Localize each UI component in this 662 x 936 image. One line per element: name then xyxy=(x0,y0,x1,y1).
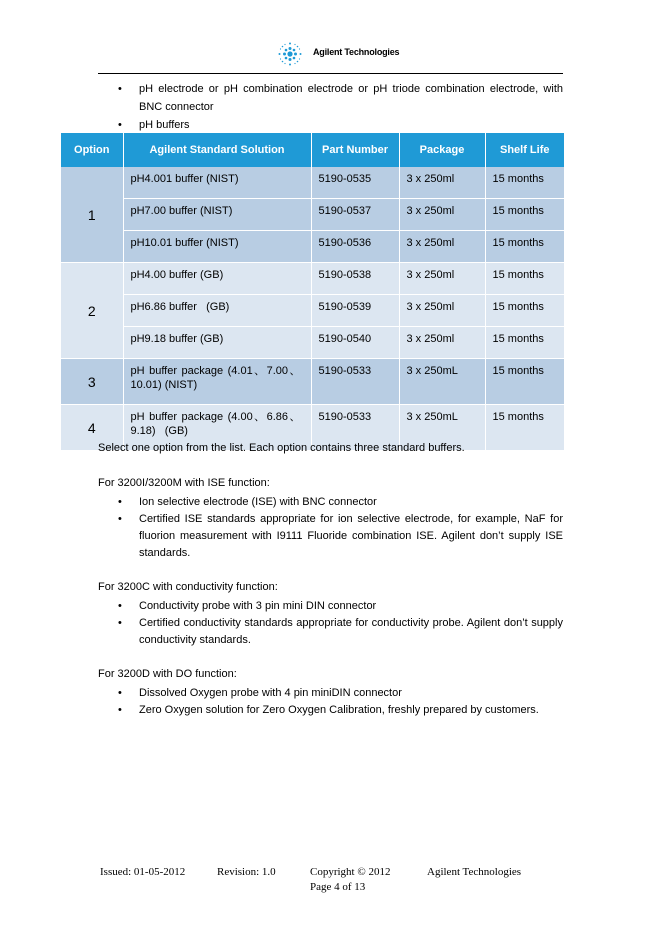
footer-company: Agilent Technologies xyxy=(427,866,522,878)
option-cell: 2 xyxy=(61,263,123,359)
package-cell: 3 x 250mL xyxy=(399,405,485,451)
column-header-part-number: Part Number xyxy=(311,133,399,167)
list-item: • Zero Oxygen solution for Zero Oxygen Calibration, freshly prepared by customers. xyxy=(98,702,563,719)
column-header-solution: Agilent Standard Solution xyxy=(123,133,311,167)
shelf-life-cell: 15 months xyxy=(485,359,564,405)
part-number-cell: 5190-0535 xyxy=(311,167,399,199)
page-header xyxy=(0,40,662,68)
package-cell: 3 x 250ml xyxy=(399,167,485,199)
agilent-spark-logo-icon xyxy=(276,40,304,68)
solution-cell: pH9.18 buffer (GB) xyxy=(123,327,311,359)
column-header-option: Option xyxy=(61,133,123,167)
shelf-life-cell: 15 months xyxy=(485,167,564,199)
ise-requirements-list xyxy=(98,494,563,562)
table-note: Select one option from the list. Each option contains three standard buffers. xyxy=(98,442,465,454)
shelf-life-cell: 15 months xyxy=(485,231,564,263)
shelf-life-cell: 15 months xyxy=(485,295,564,327)
shelf-life-cell: 15 months xyxy=(485,263,564,295)
conductivity-requirements-list xyxy=(98,598,563,649)
part-number-cell: 5190-0539 xyxy=(311,295,399,327)
table-row xyxy=(61,359,564,405)
option-cell: 1 xyxy=(61,167,123,263)
table-row xyxy=(61,263,564,295)
option-cell: 3 xyxy=(61,359,123,405)
table-row xyxy=(61,167,564,199)
part-number-cell: 5190-0533 xyxy=(311,405,399,451)
package-cell: 3 x 250ml xyxy=(399,263,485,295)
solution-cell: pH4.00 buffer (GB) xyxy=(123,263,311,295)
part-number-cell: 5190-0537 xyxy=(311,199,399,231)
solution-cell: pH7.00 buffer (NIST) xyxy=(123,199,311,231)
shelf-life-cell: 15 months xyxy=(485,405,564,451)
section-heading: For 3200I/3200M with ISE function: xyxy=(98,477,270,489)
table-row xyxy=(61,295,564,327)
shelf-life-cell: 15 months xyxy=(485,327,564,359)
column-header-package: Package xyxy=(399,133,485,167)
section-heading: For 3200C with conductivity function: xyxy=(98,581,278,593)
part-number-cell: 5190-0538 xyxy=(311,263,399,295)
shelf-life-cell: 15 months xyxy=(485,199,564,231)
list-item: • Certified ISE standards appropriate for ion selective electrode, for example, NaF for fluorion measurement with I9111 Fluoride combination ISE. Agilent don’t supply ISE standards. xyxy=(98,511,563,562)
part-number-cell: 5190-0536 xyxy=(311,231,399,263)
do-requirements-list xyxy=(98,685,563,719)
list-item: • Certified conductivity standards appropriate for conductivity probe. Agilent don’t supply conductivity standards. xyxy=(98,615,563,649)
package-cell: 3 x 250ml xyxy=(399,231,485,263)
header-divider xyxy=(98,73,563,74)
required-items-list xyxy=(98,80,563,134)
list-item: • Ion selective electrode (ISE) with BNC connector xyxy=(98,494,563,511)
solution-cell: pH10.01 buffer (NIST) xyxy=(123,231,311,263)
list-item: • pH buffers xyxy=(98,116,563,134)
section-heading: For 3200D with DO function: xyxy=(98,668,237,680)
package-cell: 3 x 250ml xyxy=(399,295,485,327)
list-item: • Conductivity probe with 3 pin mini DIN connector xyxy=(98,598,563,615)
list-item: • Dissolved Oxygen probe with 4 pin miniDIN connector xyxy=(98,685,563,702)
solution-cell: pH4.001 buffer (NIST) xyxy=(123,167,311,199)
issued-date: Issued: 01-05-2012 xyxy=(100,866,186,878)
table-header-row xyxy=(61,133,564,167)
ph-buffer-table xyxy=(61,133,564,451)
ise-section xyxy=(98,475,563,562)
table-row xyxy=(61,231,564,263)
conductivity-section xyxy=(98,579,563,649)
do-section xyxy=(98,666,563,719)
solution-cell: pH6.86 buffer (GB) xyxy=(123,295,311,327)
part-number-cell: 5190-0540 xyxy=(311,327,399,359)
package-cell: 3 x 250mL xyxy=(399,359,485,405)
part-number-cell: 5190-0533 xyxy=(311,359,399,405)
table-row xyxy=(61,199,564,231)
list-item: • pH electrode or pH combination electrode or pH triode combination electrode, with BNC connector xyxy=(98,80,563,116)
option-cell: 4 xyxy=(61,405,123,451)
package-cell: 3 x 250ml xyxy=(399,199,485,231)
revision: Revision: 1.0 xyxy=(217,866,276,878)
column-header-shelf-life: Shelf Life xyxy=(485,133,564,167)
solution-cell: pH buffer package (4.01、7.00、10.01) (NIST) xyxy=(123,359,311,405)
page-number: Page 4 of 13 xyxy=(310,881,366,893)
copyright: Copyright © 2012 xyxy=(310,866,391,878)
table-row xyxy=(61,327,564,359)
package-cell: 3 x 250ml xyxy=(399,327,485,359)
solution-cell: pH buffer package (4.00、6.86、9.18) (GB) xyxy=(123,405,311,451)
brand-name: Agilent Technologies xyxy=(313,47,400,57)
